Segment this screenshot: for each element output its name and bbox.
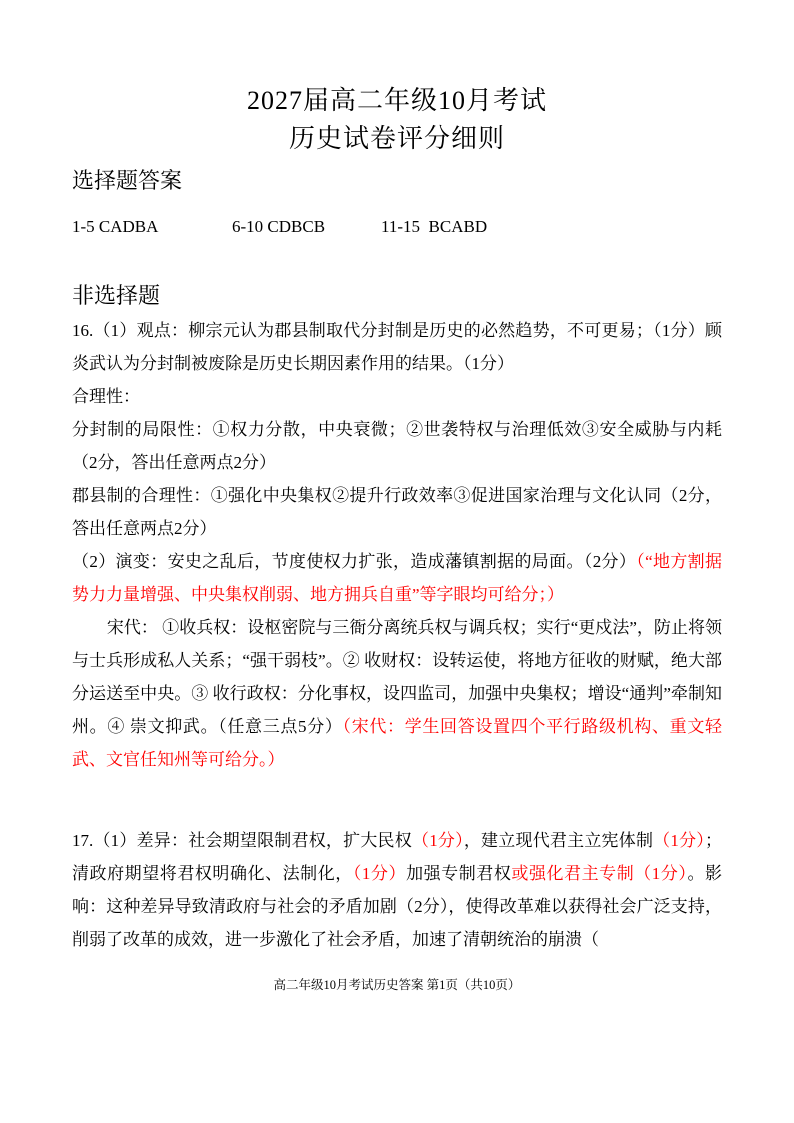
- answer-text: 17.（1）差异：社会期望限制君权，扩大民权: [72, 831, 412, 850]
- page-footer: 高二年级10月考试历史答案 第1页（共10页）: [273, 978, 521, 992]
- answer-text: 加强专制君权: [406, 864, 512, 883]
- answer-text: 宋代： ①收兵权：设枢密院与三衙分离统兵权与调兵权；实行“更戍法”，防止将领与士兵形成私人关系；“强干弱枝”。② 收财权：设转运使，将地方征收的财赋，绝大部分运送至中央。③ 收行政权：分化事权，设四监司，加强中央集权；增设“通判”牵制知州。④ 崇文抑武。（任意三点5分）: [72, 618, 722, 736]
- answer-text: （2）演变：安史之乱后，节度使权力扩张，造成藩镇割据的局面。（2分）: [72, 552, 637, 571]
- document-title-line1: 2027届高二年级10月考试: [246, 86, 547, 115]
- grading-note-red: （宋代：学生回答设置四个平行路级机构、重文轻武、文官任知州等可给分。）: [72, 717, 723, 769]
- answer-text: ；清政府期望将君权明确化、法制化，: [72, 831, 723, 883]
- answer-text: 合理性：: [72, 387, 140, 406]
- grading-note-red: （“地方割据势力力量增强、中央集权削弱、地方拥兵自重”等字眼均可给分；）: [72, 552, 723, 604]
- answer-paragraph: [72, 545, 722, 611]
- answer-text: 。影响：这种差异导致清政府与社会的矛盾加剧（2分），使得改革难以获得社会广泛支持，削弱了改革的成效，进一步激化了社会矛盾，加速了清朝统治的崩溃（: [72, 864, 723, 949]
- choice-answers-heading: 选择题答案: [72, 168, 183, 193]
- answer-body: [72, 314, 722, 956]
- grading-note-red: （1分）: [653, 831, 706, 850]
- answer-paragraph: [72, 479, 722, 545]
- answer-text: 16.（1）观点：柳宗元认为郡县制取代分封制是历史的必然趋势，不可更易；（1分）顾炎武认为分封制被废除是历史长期因素作用的结果。（1分）: [72, 321, 722, 373]
- grading-note-red: （1分）: [352, 864, 407, 883]
- answer-group: 1-5 CADBA: [72, 217, 159, 236]
- answer-paragraph: [72, 413, 722, 479]
- choice-answers-row: [72, 215, 722, 239]
- subjective-heading: 非选择题: [72, 283, 161, 308]
- answer-text: 郡县制的合理性：①强化中央集权②提升行政效率③促进国家治理与文化认同（2分，答出任意两点2分）: [72, 486, 722, 538]
- grading-note-red: （1分）: [411, 831, 464, 850]
- answer-text: 分封制的局限性：①权力分散，中央衰微；②世袭特权与治理低效③安全威胁与内耗（2分，答出任意两点2分）: [72, 420, 722, 472]
- answer-paragraph: [72, 380, 722, 413]
- answer-paragraph: [72, 314, 722, 380]
- answer-paragraph: [72, 824, 722, 956]
- document-title-line2: 历史试卷评分细则: [288, 124, 505, 153]
- answer-group: 11-15 BCABD: [381, 217, 488, 236]
- answer-paragraph: [72, 611, 722, 776]
- answer-text: ，建立现代君主立宪体制: [463, 831, 654, 850]
- grading-note-red: 或强化君主专制（1分）: [511, 864, 688, 883]
- answer-group: 6-10 CDBCB: [232, 217, 326, 236]
